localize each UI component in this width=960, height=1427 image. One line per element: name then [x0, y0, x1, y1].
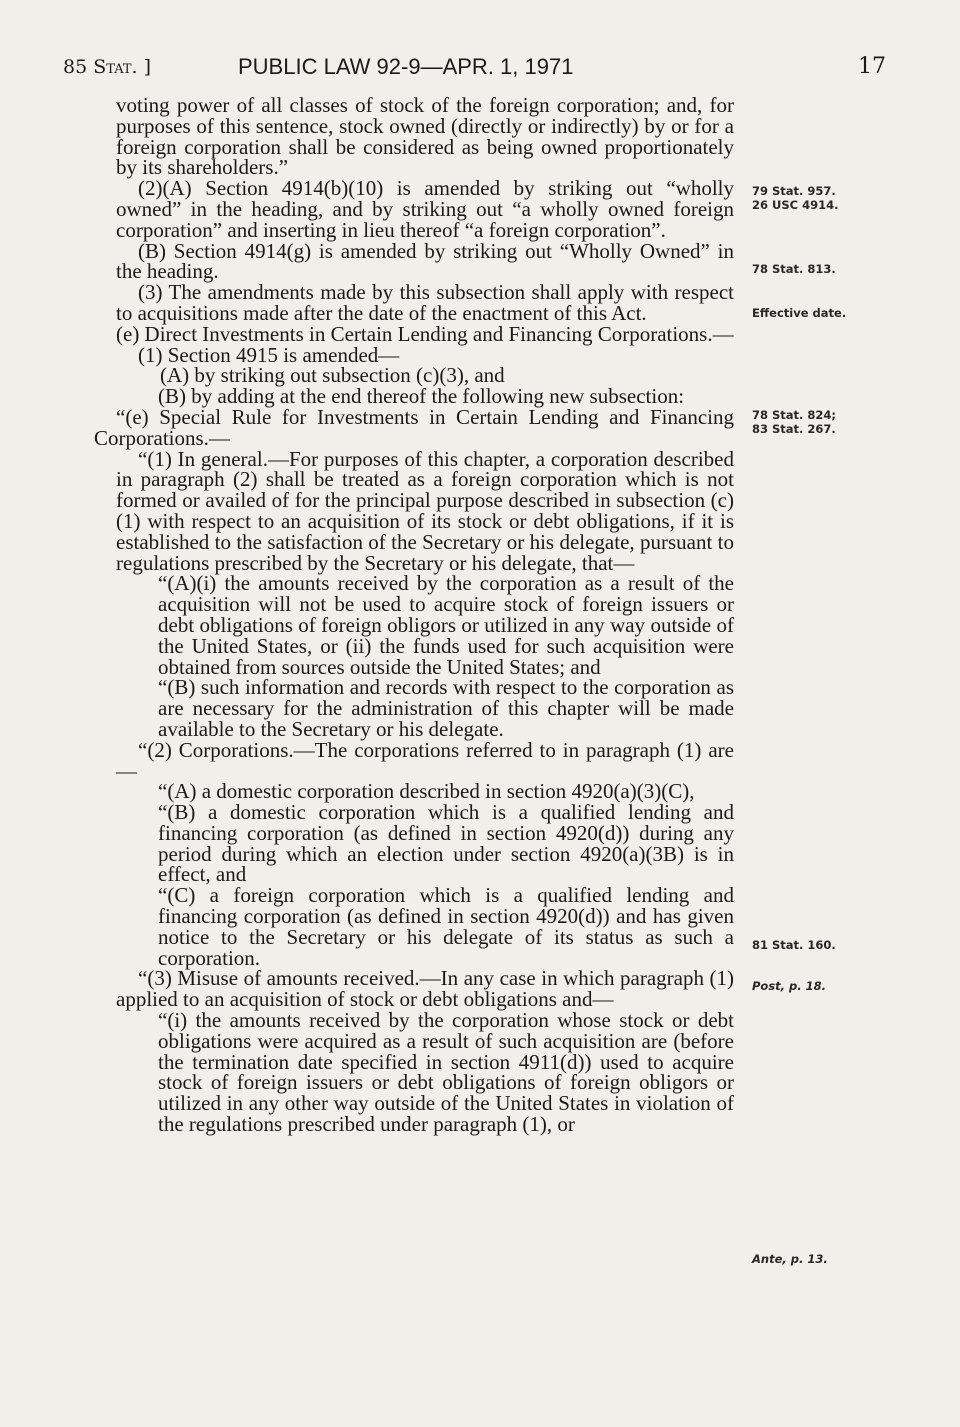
- margin-cross-reference: Ante, p. 13.: [752, 1252, 828, 1266]
- statute-text: [94, 93, 734, 1137]
- subsection-e-heading: (e) Direct Investments in Certain Lending and Financing Corporations.—: [116, 321, 734, 346]
- paragraph-d2a: (2)(A) Section 4914(b)(10) is amended by striking out “wholly owned” in the heading, and by striking out “a wholly owned foreign corporation” and inserting in lieu thereof “a foreign corporation”.: [116, 176, 734, 242]
- paragraph-corp-c: “(C) a foreign corporation which is a qualified lending and financing corporation (as defined in section 4920(d)) and has given notice to the Secretary or his delegate of its status as such a corporation.: [158, 883, 734, 970]
- paragraph-misuse-i: “(i) the amounts received by the corporation whose stock or debt obligations were acquired as a result of such acquisition are (before the termination date specified in section 4911(d)) used to acquire stock of foreign issuers or debt obligations of foreign obligors or utilized in any other way outside of the United States in violation of the regulations prescribed under paragraph (1), or: [158, 1008, 734, 1137]
- paragraph-d2b: (B) Section 4914(g) is amended by striking out “Wholly Owned” in the heading.: [116, 238, 734, 284]
- paragraph-continuation: voting power of all classes of stock of the foreign corporation; and, for purposes of this sentence, stock owned (directly or indirectly) by or for a foreign corporation shall be considered as being owned proportionately by its shareholders.”: [116, 93, 734, 180]
- paragraph-corporations: “(2) Corporations.—The corporations referred to in paragraph (1) are—: [116, 737, 734, 783]
- paragraph-in-general: “(1) In general.—For purposes of this chapter, a corporation described in paragraph (2) shall be treated as a foreign corporation which is not formed or availed of for the principal purpose described in subsection (c)(1) with respect to an acquisition of its stock or debt obligations, if it is established to the satisfaction of the Secretary or his delegate, pursuant to regulations prescribed by the Secretary or his delegate, that—: [116, 446, 734, 575]
- paragraph-clause-a: “(A)(i) the amounts received by the corporation as a result of the acquisition will not be used to acquire stock of foreign issuers or debt obligations of foreign obligors or utilized in any way outside of the United States, or (ii) the funds used for such acquisition were obtained from sources outside the United States; and: [158, 571, 734, 679]
- margin-cross-reference: Post, p. 18.: [752, 979, 827, 993]
- margin-effective-date: Effective date.: [752, 306, 847, 320]
- new-subsection-e-heading: “(e) Special Rule for Investments in Certain Lending and Financing Corporations.—: [94, 404, 734, 450]
- paragraph-corp-b: “(B) a domestic corporation which is a qualified lending and financing corporation (as defined in section 4920(d)) during any period during which an election under section 4920(a)(3B) is in effect, and: [158, 800, 734, 887]
- running-header: [0, 50, 960, 80]
- paragraph-misuse: “(3) Misuse of amounts received.—In any case in which paragraph (1) applied to an acquisition of stock or debt obligations and—: [116, 966, 734, 1012]
- margin-citation: 79 Stat. 957. 26 USC 4914.: [752, 184, 839, 212]
- margin-citation: 78 Stat. 813.: [752, 262, 836, 276]
- page-number: 17: [858, 54, 886, 79]
- volume-reference: 85 Stat. ]: [63, 56, 152, 78]
- margin-citation: 78 Stat. 824; 83 Stat. 267.: [752, 408, 837, 436]
- paragraph-d3: (3) The amendments made by this subsection shall apply with respect to acquisitions made after the date of the enactment of this Act.: [116, 280, 734, 325]
- paragraph-e1b: (B) by adding at the end thereof the following new subsection:: [158, 384, 685, 409]
- paragraph-clause-b: “(B) such information and records with respect to the corporation as are necessary for the administration of this chapter will be made available to the Secretary or his delegate.: [158, 675, 734, 741]
- paragraph-e1a: (A) by striking out subsection (c)(3), and: [160, 363, 505, 388]
- paragraph-corp-a: “(A) a domestic corporation described in section 4920(a)(3)(C),: [158, 779, 695, 804]
- law-title: PUBLIC LAW 92-9—APR. 1, 1971: [238, 54, 574, 79]
- margin-citation: 81 Stat. 160.: [752, 938, 836, 952]
- paragraph-e1: (1) Section 4915 is amended—: [138, 342, 400, 367]
